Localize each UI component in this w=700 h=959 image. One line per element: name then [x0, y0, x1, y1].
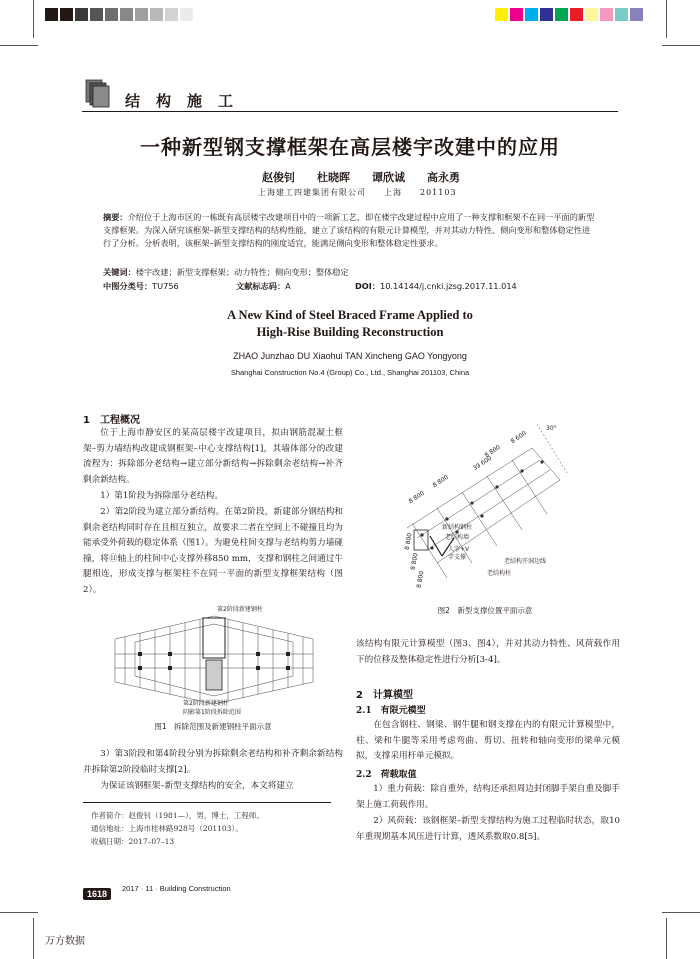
calibration-swatch	[570, 8, 583, 21]
figure-2-label: 新结构钢柱	[442, 524, 473, 531]
calibration-swatch	[630, 8, 643, 21]
calibration-swatch	[615, 8, 628, 21]
figure-2-angle: 30°	[546, 425, 557, 432]
keywords-text: 楼宇改建；新型支撑框架；动力特性；侧向变形；整体稳定	[135, 267, 349, 277]
header-rule	[82, 111, 618, 112]
figure-2-caption: 图2 新型支撑位置平面示意	[437, 606, 533, 615]
abstract-label: 摘要：	[103, 212, 128, 222]
calibration-swatch	[90, 8, 103, 21]
books-icon	[84, 78, 112, 108]
figure-2-dimension: 8 600	[509, 429, 528, 446]
section-1-heading: 1 工程概况	[83, 415, 140, 426]
calibration-swatch	[165, 8, 178, 21]
crop-mark	[662, 45, 700, 46]
section-title: 结构施工	[125, 92, 250, 110]
paragraph: 在包含钢柱、钢梁、钢牛腿和钢支撑在内的有限元计算模型中，柱、梁和牛腿等采用考虑弯曲、剪切、扭转和轴向变形的梁单元模拟，支撑采用杆单元模拟。	[356, 720, 620, 762]
clc-number	[103, 280, 179, 293]
author-address: 通信地址：上海市桂林路928号（201103）。	[91, 824, 243, 833]
calibration-swatch	[585, 8, 598, 21]
abstract-text: 介绍位于上海市区的一栋既有高层楼宇改建项目中的一项新工艺，即在楼宇改建过程中应用了一种支撑和框架不在同一平面的新型支撑框架。为深入研究该框架–新型支撑结构的结构性能，建立了该结构的有限元计算模型，并对其动力特性、侧向变形和整体稳定性进行了分析。分析表明，该框架–新型支撑结构的刚度适宜，能满足侧向变形和整体稳定性要求。	[103, 212, 595, 248]
article-title: 一种新型钢支撑框架在高层楼宇改建中的应用	[140, 135, 560, 159]
paragraph: 该结构有限元计算模型（图3、图4），并对其动力特性、风荷载作用下的位移及整体稳定性进行分析[3-4]。	[356, 639, 620, 665]
figure-2-dimension: 8 800	[483, 443, 502, 460]
figure-2-label: 老结构柱	[487, 570, 512, 577]
author-note	[91, 809, 341, 848]
doi-value: 10.14144/j.cnki.jzsg.2017.11.014	[380, 281, 517, 291]
journal-footer: 2017 · 11 · Building Construction	[122, 884, 231, 893]
english-title	[0, 307, 700, 341]
figure-2-dimension: 39 600	[471, 454, 494, 473]
crop-mark	[33, 918, 34, 959]
doc-value: A	[285, 281, 291, 291]
paragraph: 位于上海市静安区的某高层楼宇改建项目，拟由钢筋混凝土框架–剪力墙结构改建成钢框架–中心支撑结构[1]，其墙体部分的改建流程为：拆除部分老结构→建立部分新结构→拆除剩余老结构→补齐剩余新结构。	[83, 428, 343, 485]
figure-2-label: 老结构开洞边线	[504, 558, 547, 565]
clc-value: TU756	[152, 281, 179, 291]
english-authors: ZHAO Junzhao DU Xiaohui TAN Xincheng GAO Yongyong	[233, 351, 467, 361]
english-title-line-1: A New Kind of Steel Braced Frame Applied to	[227, 308, 473, 322]
abstract	[103, 211, 598, 250]
figure-2-dimension: 8 800	[407, 489, 426, 506]
crop-mark	[0, 912, 38, 913]
footnote-rule	[83, 802, 331, 803]
page-number: 1618	[83, 888, 111, 900]
crop-mark	[666, 918, 667, 959]
calibration-swatch	[540, 8, 553, 21]
color-calibration-bar	[495, 8, 645, 21]
section-2-heading: 2 计算模型	[356, 690, 413, 701]
received-date: 收稿日期：2017–07–13	[91, 837, 175, 846]
figure-1-top-label: 第2阶段新建钢柱	[217, 606, 263, 613]
affiliation: 上海建工四建集团有限公司 上海 201103	[258, 188, 457, 197]
keywords-label: 关键词：	[103, 267, 136, 277]
figure-2-dimension: 8 800	[415, 570, 426, 589]
english-title-line-2: High-Rise Building Reconstruction	[256, 325, 444, 339]
calibration-swatch	[600, 8, 613, 21]
paragraph: 3）第3阶段和第4阶段分别为拆除剩余老结构和补齐剩余新结构并拆除第2阶段临时支撑[2]。	[83, 749, 343, 775]
paragraph: 1）第1阶段为拆除部分老结构。	[100, 491, 223, 501]
calibration-swatch	[525, 8, 538, 21]
author-bio: 作者简介：赵俊钊（1981—），男，博士，工程师。	[91, 811, 264, 820]
doi-label: DOI：	[355, 281, 380, 291]
paragraph: 为保证该钢框架–新型支撑结构的安全，本文将建立	[100, 781, 294, 791]
section-2-1-heading: 2.1 有限元模型	[356, 706, 426, 716]
doc-label: 文献标志码：	[236, 281, 286, 291]
document-code	[236, 280, 291, 293]
figure-2-label: 老结构墙	[445, 534, 470, 541]
figure-2-dimension: 8 800	[409, 552, 420, 571]
keywords	[103, 266, 598, 279]
crop-mark	[33, 0, 34, 38]
doi	[355, 280, 517, 293]
authors: 赵俊钊 杜晓晖 谭欣诚 高永勇	[262, 171, 460, 184]
clc-label: 中图分类号：	[103, 281, 153, 291]
crop-mark	[662, 912, 700, 913]
figure-1-bottom-label: 第2阶段新建钢柱	[183, 700, 229, 707]
paragraph: 2）风荷载：该钢框架–新型支撑结构为施工过程临时状态，取10年重现期基本风压进行计算，透风系数取0.8[5]。	[356, 816, 620, 842]
paragraph: 1）重力荷载：除自重外，结构还承担周边封闭脚手架自重及脚手架上施工荷载作用。	[356, 784, 620, 810]
calibration-swatch	[150, 8, 163, 21]
calibration-swatch	[105, 8, 118, 21]
paragraph: 2）第2阶段为建立部分新结构。在第2阶段，新建部分钢结构和剩余老结构同时存在且相互独立，故要求二者在空间上不碰撞且均为能承受外荷载的稳定体系（图1）。为避免柱间支撑与老结构剪力墙碰撞，将⑪轴上的柱间中心支撑外移850 mm，支撑和钢柱之间通过牛腿相连，形成支撑与框架柱不在同一平面的新型支撑框架结构（图2）。	[83, 507, 343, 595]
watermark-text: 万方数据	[45, 936, 85, 947]
figure-1-caption: 图1 拆除范围及新建钢柱平面示意	[154, 722, 272, 731]
calibration-swatch	[75, 8, 88, 21]
calibration-swatch	[555, 8, 568, 21]
calibration-swatch	[180, 8, 193, 21]
black-calibration-bar	[45, 8, 195, 21]
figure-1-legend: 阴影第1阶段拆除范围	[183, 709, 241, 716]
crop-mark	[0, 45, 38, 46]
calibration-swatch	[45, 8, 58, 21]
page-number-badge	[83, 882, 111, 901]
calibration-swatch	[120, 8, 133, 21]
section-2-2-heading: 2.2 荷载取值	[356, 770, 417, 780]
figure-2-label: 人字+V	[448, 546, 470, 553]
calibration-swatch	[510, 8, 523, 21]
figure-2-label: 字支撑	[448, 554, 467, 561]
crop-mark	[666, 0, 667, 38]
calibration-swatch	[60, 8, 73, 21]
figure-1	[105, 604, 323, 714]
calibration-swatch	[495, 8, 508, 21]
figure-2-dimension: 8 800	[431, 473, 450, 490]
figure-2	[392, 418, 572, 598]
figure-2-dimension: 8 800	[403, 532, 414, 551]
calibration-swatch	[135, 8, 148, 21]
english-affiliation: Shanghai Construction No.4 (Group) Co., Ltd., Shanghai 201103, China	[230, 368, 470, 377]
